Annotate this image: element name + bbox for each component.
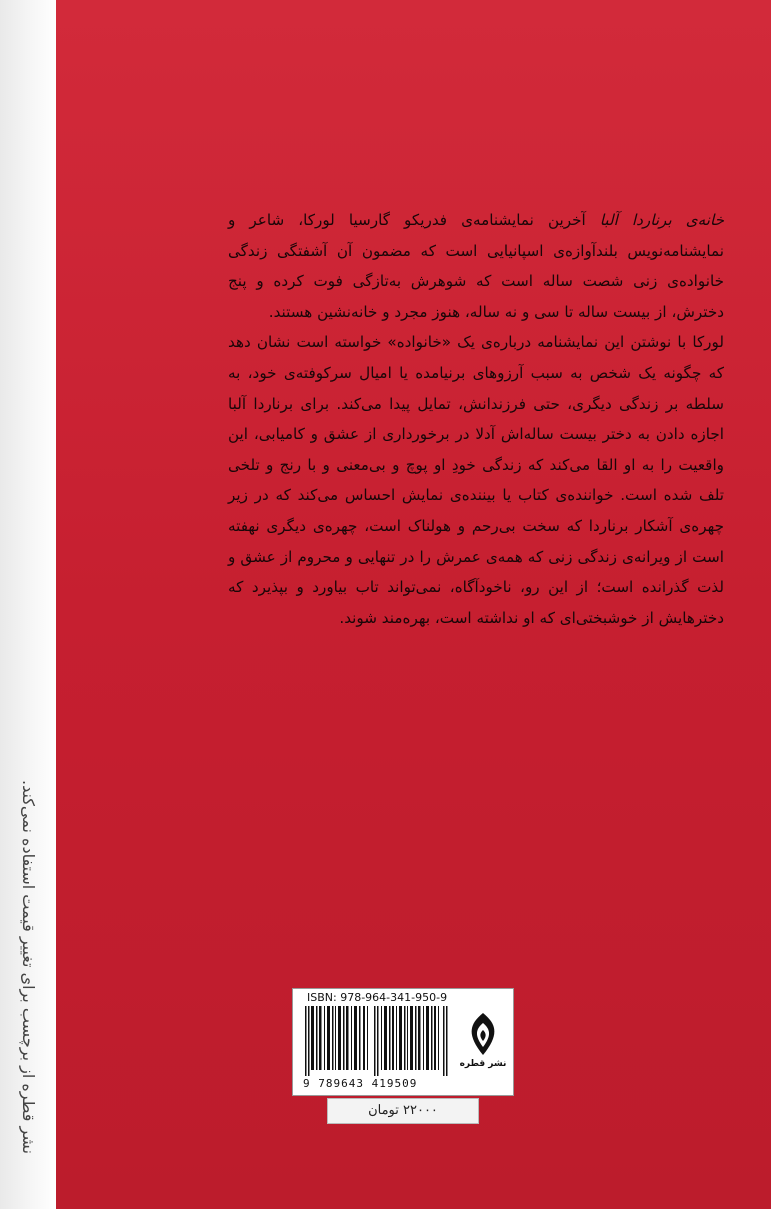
publisher-logo-icon bbox=[461, 1011, 505, 1057]
blurb-paragraph-1 bbox=[228, 205, 724, 327]
price-label-note-text: نشر قطره از برچسب برای تغییر قیمت استفاده نمی‌کند. bbox=[19, 780, 38, 1155]
barcode-panel bbox=[292, 988, 514, 1096]
book-blurb bbox=[228, 205, 724, 633]
blurb-paragraph-1-text: آخرین نمایشنامه‌ی فدریکو گارسیا لورکا، شاعر و نمایشنامه‌نویس بلندآوازه‌ی اسپانیایی است که مضمون آن آشفتگی زندگی خانواده‌ی زنی شصت ساله است که شوهرش به‌تازگی فوت کرده و پنج دخترش، از بیست ساله تا سی و نه ساله، هنوز مجرد و خانه‌نشین هستند. bbox=[228, 211, 724, 321]
barcode-icon bbox=[303, 1006, 453, 1076]
price-label: ۲۲۰۰۰ تومان bbox=[327, 1098, 479, 1124]
spine-strip bbox=[0, 0, 56, 1209]
blurb-paragraph-2: لورکا با نوشتن این نمایشنامه درباره‌ی یک «خانواده» خواسته است نشان دهد که چگونه یک شخص به سبب آرزوهای برنیامده یا امیال سرکوفته‌ی خود، به سلطه بر زندگی دیگری، حتی فرزندانش، تمایل پیدا می‌کند. برای برناردا آلبا اجازه دادن به دختر بیست ساله‌اش آدلا در برخورداری از عشق و کامیابی، این واقعیت را به او القا می‌کند که زندگی خودِ او پوچ و بی‌معنی و با رنج و تلخی تلف شده است. خواننده‌ی کتاب یا بیننده‌ی نمایش احساس می‌کند که در زیر چهره‌ی آشکار برناردا که سخت بی‌رحم و هولناک است، چهره‌ی دیگری نهفته است از ویرانه‌ی زندگی زنی که همه‌ی عمرش را در تنهایی و محروم از عشق و لذت گذرانده است؛ از این رو، ناخودآگاه، نمی‌تواند تاب بیاورد و بپذیرد که دخترهایش از خوشبختی‌ای که او نداشته است، بهره‌مند شوند. bbox=[228, 333, 724, 627]
barcode-digits: 9 789643 419509 bbox=[303, 1077, 418, 1090]
isbn-number: ISBN: 978-964-341-950-9 bbox=[307, 991, 448, 1004]
publisher-name: نشر قطره bbox=[459, 1059, 507, 1069]
book-title-inline: خانه‌ی برناردا آلبا bbox=[599, 211, 724, 229]
